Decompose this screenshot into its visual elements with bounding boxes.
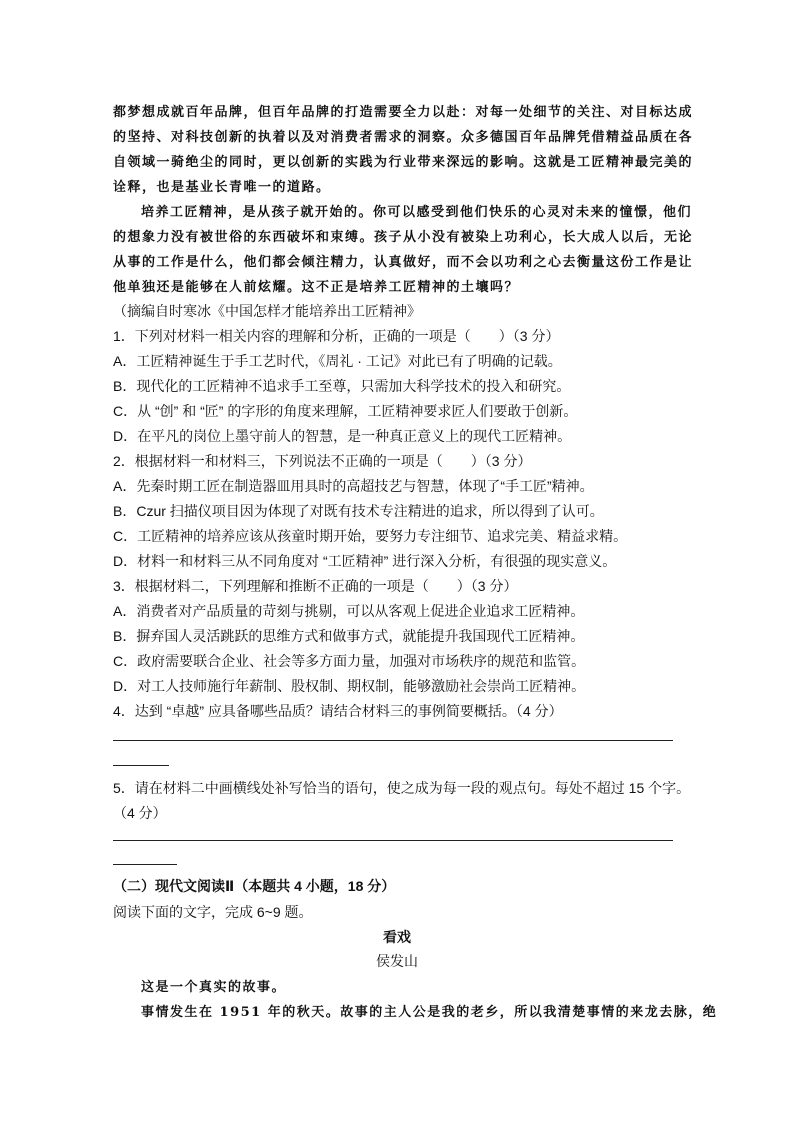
q4-stem: 4．达到 “卓越” 应具备哪些品质？请结合材料三的事例简要概括。（4 分） <box>113 703 563 719</box>
q3-option-a: A．消费者对产品质量的苛刻与挑剔，可以从客观上促进企业追求工匠精神。 <box>113 603 585 619</box>
q5-answer-line-end[interactable] <box>113 864 177 865</box>
q5-stem-line-1: 5．请在材料二中画横线处补写恰当的语句，使之成为每一段的观点句。每处不超过 15 个字。 <box>113 780 691 796</box>
q1-option-d: D．在平凡的岗位上墨守前人的智慧，是一种真正意义上的现代工匠精神。 <box>113 428 572 444</box>
q3-option-c: C．政府需要联合企业、社会等多方面力量，加强对市场秩序的规范和监管。 <box>113 653 586 669</box>
source-citation: （摘编自时寒冰《中国怎样才能培养出工匠精神》 <box>113 303 421 319</box>
para1-line-2: 的坚持、对科技创新的执着以及对消费者需求的洞察。众多德国百年品牌凭借精益品质在各 <box>113 130 694 145</box>
q2-option-c: C．工匠精神的培养应该从孩童时期开始，要努力专注细节、追求完美、精益求精。 <box>113 528 628 544</box>
para2-line-2: 的想象力没有被世俗的东西破坏和束缚。孩子从小没有被染上功利心，长大成人以后，无论 <box>113 230 694 245</box>
q5-answer-line[interactable] <box>113 840 673 841</box>
para1-line-1: 都梦想成就百年品牌，但百年品牌的打造需要全力以赴：对每一处细节的关注、对目标达成 <box>113 105 694 120</box>
q3-option-b: B．摒弃国人灵活跳跃的思维方式和做事方式，就能提升我国现代工匠精神。 <box>113 628 585 644</box>
q1-option-b: B．现代化的工匠精神不追求手工至尊，只需加大科学技术的投入和研究。 <box>113 378 571 394</box>
para2-line-3: 从事的工作是什么，他们都会倾注精力，认真做好，而不会以功利之心去衡量这份工作是让 <box>113 255 694 270</box>
para1-line-4: 诠释，也是基业长青唯一的道路。 <box>113 180 331 195</box>
q4-answer-line-end[interactable] <box>113 765 169 766</box>
para2-line-4: 他单独还是能够在人前炫耀。这不正是培养工匠精神的土壤吗？ <box>113 280 520 295</box>
q1-stem: 1．下列对材料一相关内容的理解和分析，正确的一项是（ ）（3 分） <box>113 328 560 344</box>
story-author: 侯发山 <box>376 953 418 969</box>
para2-line-1: 培养工匠精神，是从孩子就开始的。你可以感受到他们快乐的心灵对未来的憧憬，他们 <box>141 205 693 220</box>
section2-heading: （二）现代文阅读Ⅱ（本题共 4 小题，18 分） <box>113 878 396 894</box>
q3-option-d: D．对工人技师施行年薪制、股权制、期权制，能够激励社会崇尚工匠精神。 <box>113 678 586 694</box>
q2-option-d: D．材料一和材料三从不同角度对 “工匠精神” 进行深入分析，有很强的现实意义。 <box>113 553 617 569</box>
story-para-2: 事情发生在 1951 年的秋天。故事的主人公是我的老乡，所以我清楚事情的来龙去脉，绝 <box>141 1005 718 1020</box>
q2-option-a: A．先秦时期工匠在制造器皿用具时的高超技艺与智慧，体现了“手工匠”精神。 <box>113 478 594 494</box>
q1-option-a: A．工匠精神诞生于手工艺时代，《周礼 · 工记》对此已有了明确的记载。 <box>113 353 562 369</box>
para1-line-3: 自领域一骑绝尘的同时，更以创新的实践为行业带来深远的影响。这就是工匠精神最完美的 <box>113 155 694 170</box>
q3-stem: 3．根据材料二，下列理解和推断不正确的一项是（ ）（3 分） <box>113 578 518 594</box>
q5-stem-line-2: （4 分） <box>113 805 167 821</box>
q2-option-b: B．Czur 扫描仪项目因为体现了对既有技术专注精进的追求，所以得到了认可。 <box>113 503 604 519</box>
q4-answer-line[interactable] <box>113 740 673 741</box>
q1-option-c: C．从 “创” 和 “匠” 的字形的角度来理解，工匠精神要求匠人们要敢于创新。 <box>113 403 578 419</box>
story-para-1: 这是一个真实的故事。 <box>141 980 287 995</box>
story-title: 看戏 <box>383 929 411 945</box>
q2-stem: 2．根据材料一和材料三，下列说法不正确的一项是（ ）（3 分） <box>113 453 532 469</box>
section2-instruction: 阅读下面的文字，完成 6~9 题。 <box>113 904 313 920</box>
